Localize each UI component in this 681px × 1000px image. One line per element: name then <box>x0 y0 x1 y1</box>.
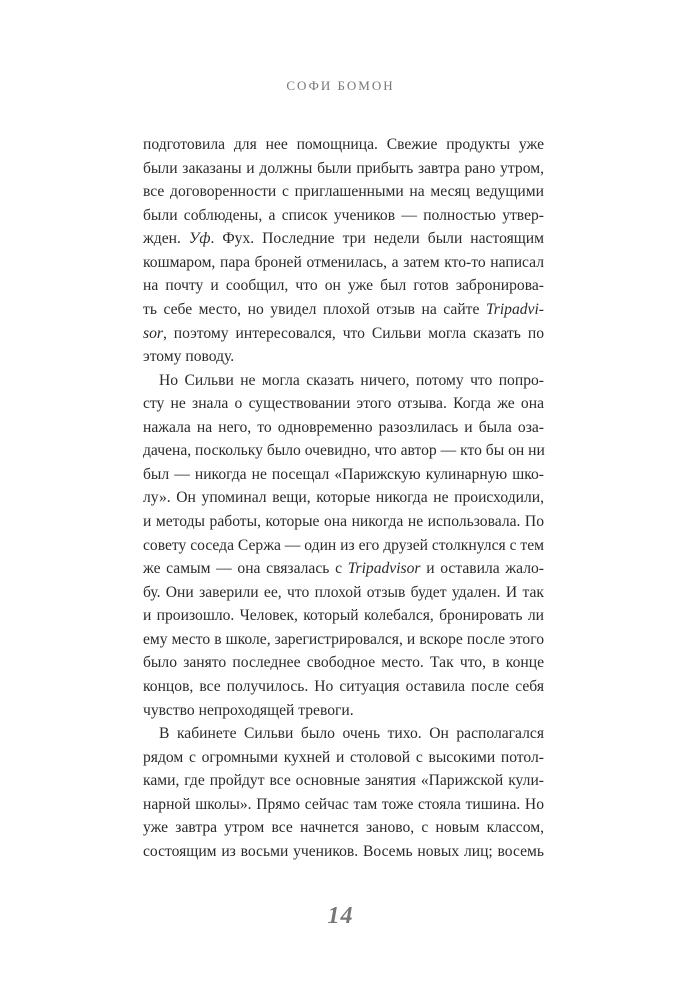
text-segment: были соблюдены, а список учеников — полностью утвер- <box>143 206 544 224</box>
text-segment: концов, все получилось. Но ситуация оставила после себя <box>143 677 544 695</box>
text-segment: же самым — она связалась с <box>143 560 348 578</box>
text-line <box>143 651 544 675</box>
text-segment: лу». Он упоминал вещи, которые никогда не происходили, <box>143 489 544 507</box>
text-segment: все договоренности с приглашенными на месяц ведущими <box>143 183 544 201</box>
text-line <box>143 769 544 793</box>
text-line <box>143 251 544 275</box>
text-line <box>143 534 544 558</box>
text-segment: и оставила жало- <box>420 560 544 578</box>
text-segment: ему место в школе, зарегистрировался, и вскоре после этого <box>143 630 544 648</box>
text-line <box>143 345 544 369</box>
text-segment: ками, где пройдут все основные занятия «Парижской кули- <box>143 772 544 790</box>
text-segment: дачена, поскольку было очевидно, что автор — кто бы он ни <box>143 442 545 460</box>
text-segment: сту не знала о существовании этого отзыва. Когда же она <box>143 395 544 413</box>
italic-text: sor <box>143 324 163 342</box>
text-segment: совету соседа Сержа — один из его друзей столкнулся с тем <box>143 536 544 554</box>
text-line <box>143 133 544 157</box>
text-line <box>143 416 544 440</box>
text-line <box>143 604 544 628</box>
running-header-author: СОФИ БОМОН <box>286 78 395 93</box>
text-line <box>143 816 544 840</box>
text-line <box>143 392 544 416</box>
text-line <box>143 628 544 652</box>
text-line <box>143 510 544 534</box>
text-line <box>143 463 544 487</box>
page-number: 14 <box>327 903 354 929</box>
text-segment: состоящим из восьми учеников. Восемь новых лиц; восемь <box>143 842 544 860</box>
text-segment: были заказаны и должны были прибыть завтра рано утром, <box>143 159 544 177</box>
text-segment: и произошло. Человек, который колебался, бронировать ли <box>143 607 544 625</box>
text-line <box>143 204 544 228</box>
text-segment: было занято последнее свободное место. Так что, в конце <box>143 654 544 672</box>
text-segment: на почту и сообщил, что он уже был готов забронирова- <box>143 277 544 295</box>
text-line <box>143 298 544 322</box>
text-segment: жден. <box>143 230 189 248</box>
text-segment: . Фух. Последние три недели были настоящим <box>210 230 544 248</box>
text-segment: Но Сильви не могла сказать ничего, потому что попро- <box>159 371 544 389</box>
text-segment: ть себе место, но увидел плохой отзыв на сайте <box>143 300 486 318</box>
text-segment: уже завтра утром все начнется заново, с новым классом, <box>143 819 544 837</box>
text-line <box>143 369 544 393</box>
page-body-text <box>143 133 544 863</box>
text-line <box>143 840 544 864</box>
text-line <box>143 274 544 298</box>
italic-text: Tripadvisor <box>347 560 421 578</box>
text-segment: этому поводу. <box>143 348 235 366</box>
text-segment: , поэтому интересовался, что Сильви могла сказать по <box>162 324 544 342</box>
text-line <box>143 793 544 817</box>
text-line <box>143 675 544 699</box>
text-segment: чувство непроходящей тревоги. <box>143 701 354 719</box>
text-segment: и методы работы, которые она никогда не использовала. По <box>143 513 544 530</box>
text-segment: был — никогда не посещал «Парижскую кулинарную шко- <box>143 465 544 483</box>
text-line <box>143 722 544 746</box>
text-line <box>143 486 544 510</box>
text-line <box>143 322 544 346</box>
text-line <box>143 699 544 723</box>
text-segment: бу. Они заверили ее, что плохой отзыв будет удален. И так <box>143 583 544 601</box>
text-line <box>143 180 544 204</box>
text-line <box>143 157 544 181</box>
text-line <box>143 746 544 770</box>
italic-text: Уф <box>188 230 211 248</box>
text-segment: рядом с огромными кухней и столовой с высокими потол- <box>143 748 544 766</box>
text-line <box>143 227 544 251</box>
text-line <box>143 439 544 463</box>
text-line <box>143 557 544 581</box>
text-segment: нажала на него, то одновременно разозлилась и была оза- <box>143 418 544 436</box>
text-line <box>143 581 544 605</box>
italic-text: Tripadvi- <box>485 300 544 318</box>
text-segment: В кабинете Сильви было очень тихо. Он располагался <box>159 725 544 743</box>
text-segment: нарной школы». Прямо сейчас там тоже стояла тишина. Но <box>143 795 544 813</box>
text-segment: кошмаром, пара броней отменилась, а затем кто-то написал <box>143 253 544 271</box>
text-segment: подготовила для нее помощница. Свежие продукты уже <box>143 136 544 153</box>
